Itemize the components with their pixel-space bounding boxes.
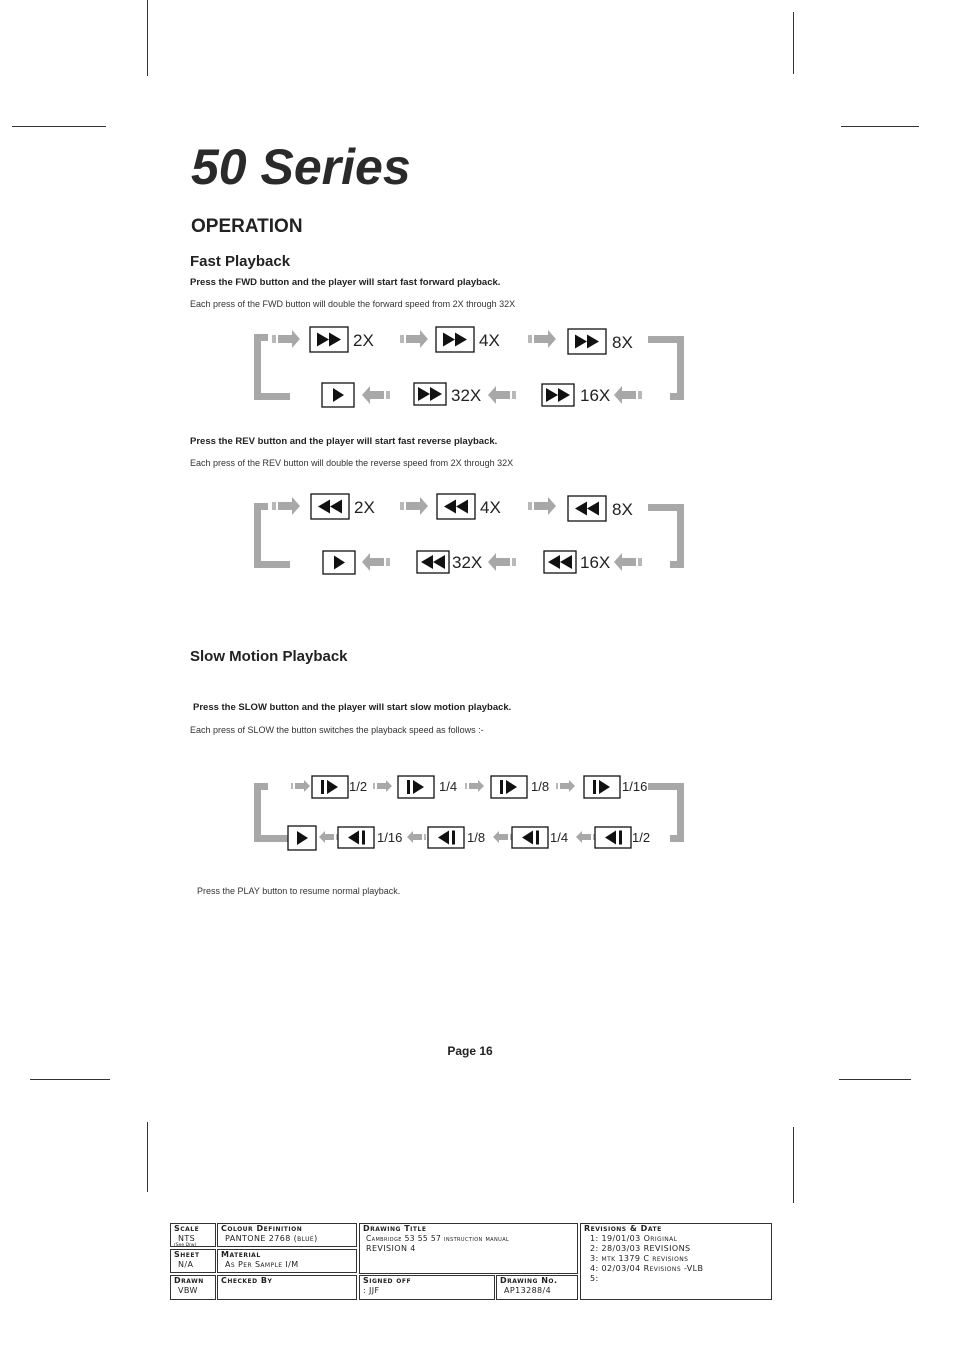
fast-forward-icon: [542, 384, 574, 406]
fast-reverse-icon: [437, 494, 475, 519]
tb-colour-val: PANTONE 2768 (blue): [225, 1234, 318, 1243]
rev-instruction: Press the REV button and the player will start fast reverse playback.: [190, 436, 498, 447]
arrow-left-icon: [319, 831, 338, 843]
tb-material: [217, 1249, 357, 1273]
tb-revision-5: 5:: [590, 1274, 599, 1283]
slow-forward-icon: [312, 776, 348, 798]
rev-note: Each press of the REV button will double the reverse speed from 2X through 32X: [190, 458, 514, 468]
fast-forward-icon: [568, 329, 606, 354]
fast-reverse-icon: [417, 551, 449, 573]
speed-label: 1/4: [550, 830, 569, 845]
crop-mark: [147, 1122, 148, 1192]
tb-checked-key: Checked By: [221, 1276, 273, 1285]
tb-drawn-key: Drawn: [174, 1276, 204, 1285]
arrow-left-icon: [576, 831, 595, 843]
resume-note: Press the PLAY button to resume normal playback.: [197, 886, 401, 896]
tb-checked: [217, 1275, 357, 1300]
arrow-right-icon: [373, 780, 392, 792]
play-icon: [322, 383, 354, 407]
tb-material-val: As Per Sample I/M: [225, 1260, 299, 1269]
loop-bracket: [648, 783, 684, 842]
speed-label: 16X: [580, 386, 611, 405]
tb-revision-4: 4: 02/03/04 Revisions -VLB: [590, 1264, 704, 1273]
speed-label: 8X: [612, 500, 633, 519]
fast-forward-icon: [414, 383, 446, 405]
speed-label: 1/2: [632, 830, 651, 845]
title-block: [169, 1222, 773, 1302]
tb-drawing-title-rev: REVISION 4: [366, 1244, 416, 1253]
tb-revision-1: 1: 19/01/03 Original: [590, 1234, 678, 1243]
tb-revision-3: 3: mtk 1379 C revisions: [590, 1254, 689, 1263]
tb-drawing-title: [359, 1223, 578, 1274]
fast-forward-icon: [310, 327, 348, 352]
slow-reverse-icon: [512, 827, 548, 848]
fast-forward-icon: [436, 327, 474, 352]
slow-forward-icon: [491, 776, 527, 798]
speed-label: 32X: [452, 553, 483, 572]
tb-revisions-key: Revisions & Date: [584, 1224, 662, 1233]
arrow-left-icon: [362, 553, 390, 571]
speed-label: 1/16: [377, 830, 403, 845]
slow-forward-icon: [584, 776, 620, 798]
tb-sheet-val: N/A: [178, 1260, 194, 1269]
speed-label: 4X: [480, 498, 501, 517]
speed-label: 16X: [580, 553, 611, 572]
page-title: 50 Series: [191, 139, 411, 195]
slow-reverse-icon: [428, 827, 464, 848]
tb-scale-small: (See Drw): [174, 1243, 197, 1248]
fwd-instruction: Press the FWD button and the player will start fast forward playback.: [190, 277, 501, 288]
tb-signed-key: Signed off: [363, 1276, 412, 1285]
slow-reverse-icon: [338, 827, 374, 848]
tb-scale-key: Scale: [174, 1224, 200, 1233]
speed-label: 1/4: [439, 779, 458, 794]
tb-drawing-title-val: Cambridge 53 55 57 instruction manual: [366, 1234, 510, 1243]
fast-reverse-icon: [568, 496, 606, 521]
slow-forward-icon: [398, 776, 434, 798]
loop-bracket: [648, 336, 684, 400]
arrow-right-icon: [291, 780, 310, 792]
arrow-right-icon: [528, 497, 556, 515]
tb-sheet: [170, 1249, 216, 1273]
arrow-left-icon: [493, 831, 512, 843]
tb-revision-2: 2: 28/03/03 REVISIONS: [590, 1244, 691, 1253]
play-icon: [288, 826, 316, 850]
speed-label: 32X: [451, 386, 482, 405]
slow-playback-heading: Slow Motion Playback: [190, 648, 348, 665]
loop-bracket: [254, 783, 290, 842]
speed-label: 4X: [479, 331, 500, 350]
arrow-right-icon: [528, 330, 556, 348]
arrow-right-icon: [400, 497, 428, 515]
tb-drawing-title-key: Drawing Title: [363, 1224, 427, 1233]
tb-scale-val: NTS: [178, 1234, 196, 1243]
crop-mark: [793, 1127, 794, 1203]
tb-drawing-no-key: Drawing No.: [500, 1276, 558, 1285]
fast-reverse-icon: [544, 551, 576, 573]
fast-reverse-icon: [311, 494, 349, 519]
tb-drawn-val: VBW: [178, 1286, 198, 1295]
loop-bracket: [254, 503, 290, 568]
section-heading: OPERATION: [191, 216, 303, 237]
tb-revisions: [580, 1223, 772, 1300]
speed-label: 2X: [353, 331, 374, 350]
arrow-left-icon: [488, 553, 516, 571]
tb-drawn: [170, 1275, 216, 1300]
arrow-right-icon: [465, 780, 484, 792]
speed-label: 1/8: [531, 779, 550, 794]
tb-signed-val: : JJF: [363, 1286, 380, 1295]
tb-colour: [217, 1223, 357, 1247]
arrow-left-icon: [614, 553, 642, 571]
arrow-right-icon: [400, 330, 428, 348]
slow-instruction: Press the SLOW button and the player will start slow motion playback.: [193, 702, 512, 713]
arrow-right-icon: [272, 330, 300, 348]
speed-label: 1/2: [349, 779, 368, 794]
speed-label: 1/8: [467, 830, 486, 845]
tb-sheet-key: Sheet: [174, 1250, 200, 1259]
arrow-left-icon: [488, 386, 516, 404]
tb-drawing-no: [496, 1275, 578, 1300]
tb-drawing-no-val: AP13288/4: [504, 1286, 552, 1295]
tb-colour-key: Colour Definition: [221, 1224, 303, 1233]
fast-playback-heading: Fast Playback: [190, 253, 291, 270]
speed-label: 8X: [612, 333, 633, 352]
loop-bracket: [648, 504, 684, 568]
arrow-left-icon: [614, 386, 642, 404]
crop-mark: [839, 1079, 911, 1080]
fwd-note: Each press of the FWD button will double the forward speed from 2X through 32X: [190, 299, 516, 309]
slow-note: Each press of SLOW the button switches the playback speed as follows :-: [190, 725, 484, 735]
crop-mark: [30, 1079, 110, 1080]
arrow-left-icon: [407, 831, 426, 843]
arrow-right-icon: [272, 497, 300, 515]
tb-signed: [359, 1275, 495, 1300]
page-number: Page 16: [447, 1044, 493, 1058]
tb-material-key: Material: [221, 1250, 261, 1259]
speed-label: 2X: [354, 498, 375, 517]
slow-reverse-icon: [595, 827, 631, 848]
play-icon: [323, 551, 355, 574]
speed-label: 1/16: [622, 779, 648, 794]
arrow-right-icon: [556, 780, 575, 792]
loop-bracket: [254, 334, 290, 400]
arrow-left-icon: [362, 386, 390, 404]
tb-scale: [170, 1223, 216, 1247]
